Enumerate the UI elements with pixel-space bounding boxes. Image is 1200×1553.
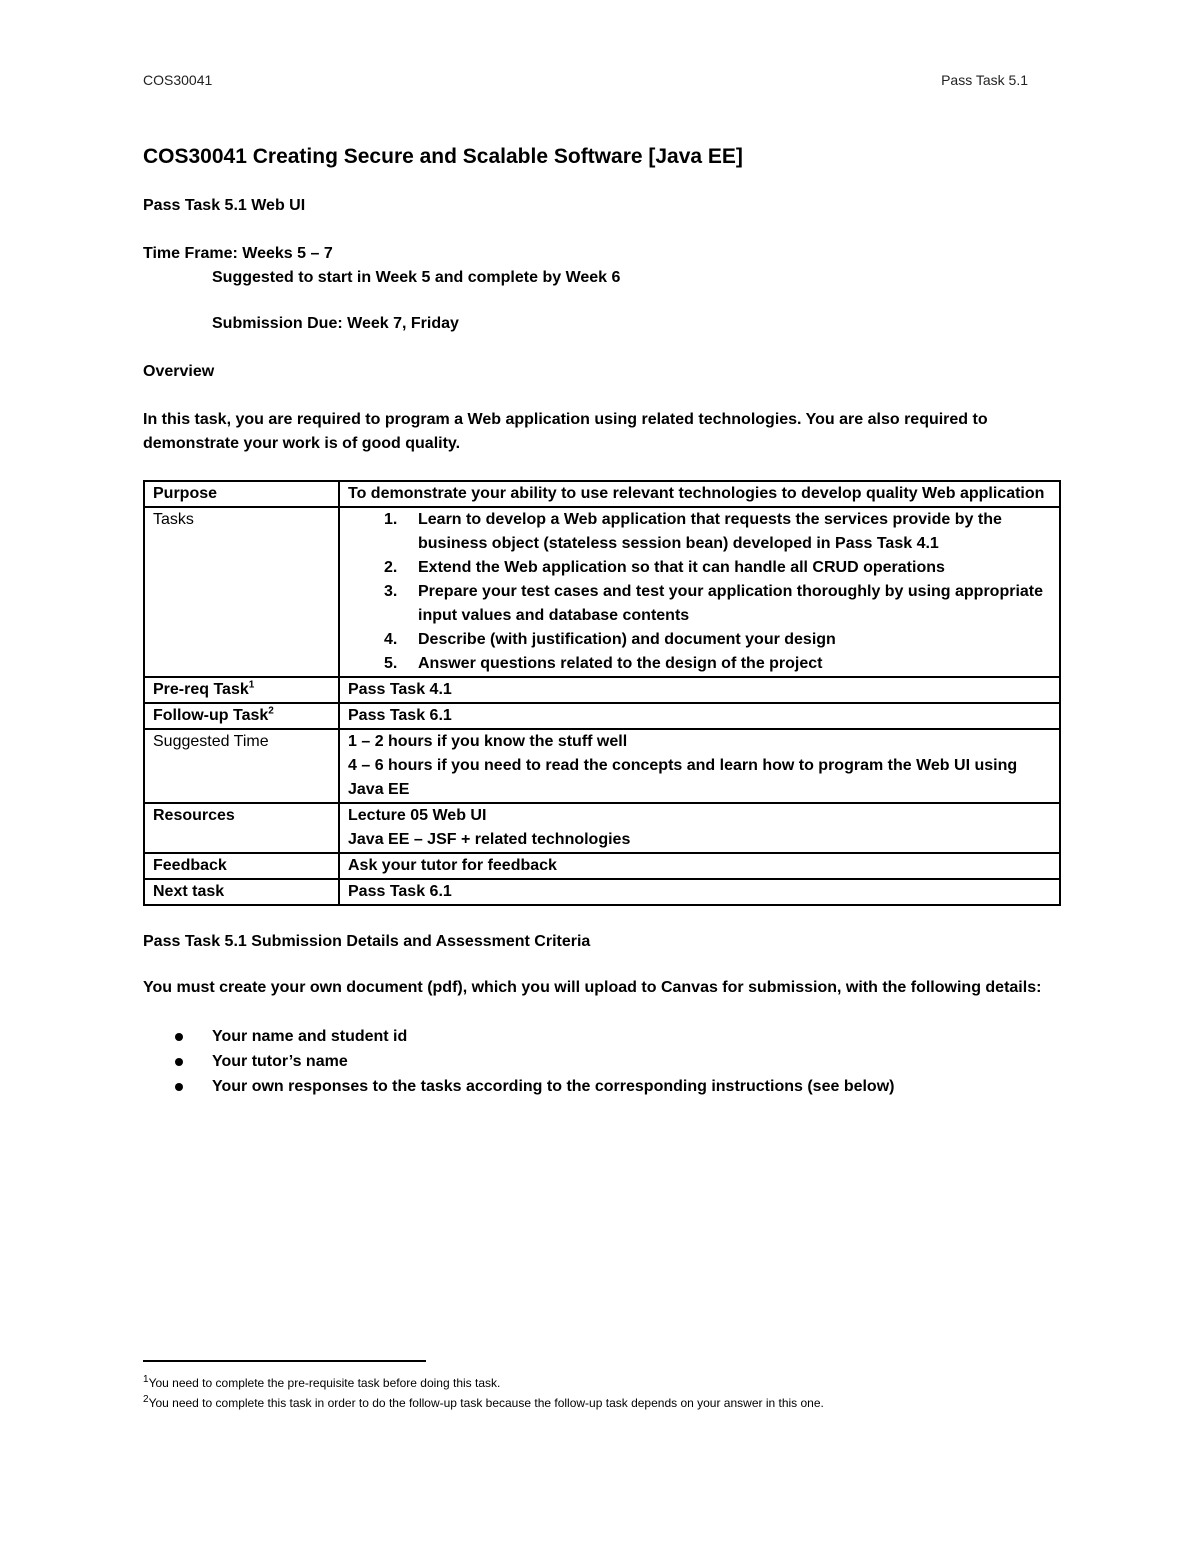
purpose-value: To demonstrate your ability to use relevant technologies to develop quality Web application xyxy=(339,481,1060,507)
task-info-table xyxy=(143,480,1061,906)
overview-heading: Overview xyxy=(143,363,215,380)
table-row-tasks xyxy=(144,507,1060,677)
resources-label: Resources xyxy=(144,803,339,853)
footnote-ref-1: 1 xyxy=(248,679,255,691)
next-task-label: Next task xyxy=(144,879,339,905)
list-item-text: Answer questions related to the design of the project xyxy=(418,655,823,672)
feedback-value: Ask your tutor for feedback xyxy=(339,853,1060,879)
tasks-label: Tasks xyxy=(144,507,339,677)
list-item xyxy=(348,652,1051,676)
bullet-icon xyxy=(175,1083,183,1091)
feedback-label: Feedback xyxy=(144,853,339,879)
document-title: COS30041 Creating Secure and Scalable Software [Java EE] xyxy=(143,145,743,168)
suggested-time-value xyxy=(339,729,1060,803)
bullet-icon xyxy=(175,1033,183,1041)
prereq-value: Pass Task 4.1 xyxy=(339,677,1060,703)
list-item-text: Extend the Web application so that it can handle all CRUD operations xyxy=(418,559,945,576)
suggested-time-line: 4 – 6 hours if you need to read the concepts and learn how to program the Web UI using Java EE xyxy=(348,757,1018,798)
list-item-text: Describe (with justification) and document your design xyxy=(418,631,836,648)
footnote-2: $^2$You need to complete this task in order to do the follow-up task because the follow-up task depends on your answer in this one. xyxy=(143,1394,824,1410)
list-item xyxy=(348,628,1051,652)
list-item: Your own responses to the tasks according to the corresponding instructions (see below) xyxy=(143,1074,1061,1099)
table-row-suggested-time xyxy=(144,729,1060,803)
list-number: 2. xyxy=(384,559,398,576)
suggested-time-line: 1 – 2 hours if you know the stuff well xyxy=(348,733,628,750)
submission-heading: Pass Task 5.1 Submission Details and Assessment Criteria xyxy=(143,933,591,950)
list-item-text: Learn to develop a Web application that requests the services provide by the business object (stateless session bean) developed in Pass Task 4.1 xyxy=(418,511,1002,552)
resources-value xyxy=(339,803,1060,853)
prereq-label: Pre-req Task$^1$ xyxy=(144,677,339,703)
resources-line: Lecture 05 Web UI xyxy=(348,807,487,824)
footnote-ref-2: 2 xyxy=(268,705,274,717)
submission-text: You must create your own document (pdf), which you will upload to Canvas for submission, with the following details: xyxy=(143,979,1042,996)
list-number: 1. xyxy=(384,511,398,528)
list-number: 3. xyxy=(384,583,398,600)
footnote-1: $^1$You need to complete the pre-requisite task before doing this task. xyxy=(143,1374,501,1390)
list-item xyxy=(348,508,1051,556)
time-frame: Time Frame: Weeks 5 – 7 xyxy=(143,245,333,262)
list-item: Your tutor’s name xyxy=(143,1049,1061,1074)
footnote-divider xyxy=(143,1360,426,1362)
tasks-value xyxy=(339,507,1060,677)
table-row-followup xyxy=(144,703,1060,729)
followup-label: Follow-up Task$^2$ xyxy=(144,703,339,729)
resources-line: Java EE – JSF + related technologies xyxy=(348,831,631,848)
table-row-feedback xyxy=(144,853,1060,879)
table-row-next-task xyxy=(144,879,1060,905)
next-task-value: Pass Task 6.1 xyxy=(339,879,1060,905)
tasks-list xyxy=(348,508,1051,676)
list-item-text: Prepare your test cases and test your application thoroughly by using appropriate input values and database contents xyxy=(418,583,1044,624)
list-number: 4. xyxy=(384,631,398,648)
header-task-name: Pass Task 5.1 xyxy=(941,72,1028,88)
task-subtitle: Pass Task 5.1 Web UI xyxy=(143,197,306,214)
suggested-time-label: Suggested Time xyxy=(144,729,339,803)
table-row-resources xyxy=(144,803,1060,853)
list-item: Your name and student id xyxy=(143,1024,1061,1049)
table-row-purpose xyxy=(144,481,1060,507)
list-number: 5. xyxy=(384,655,398,672)
bullet-icon xyxy=(175,1058,183,1066)
followup-value: Pass Task 6.1 xyxy=(339,703,1060,729)
purpose-label: Purpose xyxy=(144,481,339,507)
submission-due: Submission Due: Week 7, Friday xyxy=(212,315,459,332)
header-course-code: COS30041 xyxy=(143,72,213,88)
suggested-schedule: Suggested to start in Week 5 and complete by Week 6 xyxy=(212,269,621,286)
table-row-prereq xyxy=(144,677,1060,703)
list-item xyxy=(348,556,1051,580)
document-body xyxy=(143,142,1061,1099)
overview-text: In this task, you are required to program a Web application using related technologies. You are also required to demonstrate your work is of good quality. xyxy=(143,411,988,452)
list-item xyxy=(348,580,1051,628)
submission-bullets xyxy=(143,1024,1061,1099)
